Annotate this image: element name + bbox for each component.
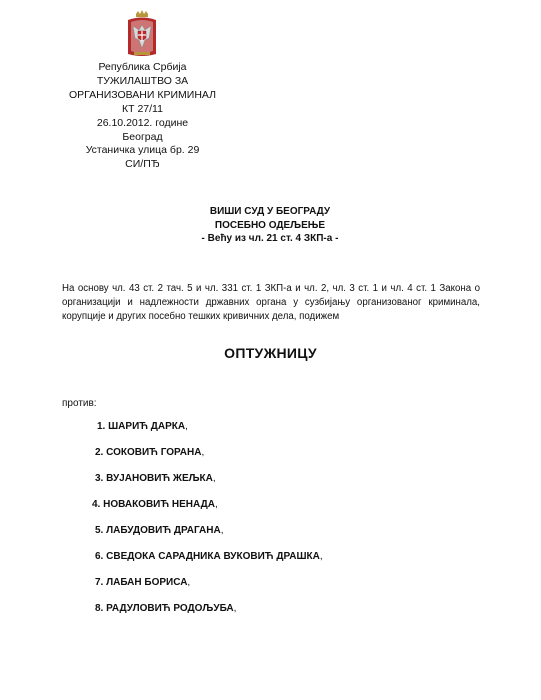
item-number: 2. [95,447,104,458]
intro-paragraph: На основу чл. 43 ст. 2 тач. 5 и чл. 331 ст. 1 ЗКП-а и чл. 2, чл. 3 ст. 1 и чл. 4 ст. 1 Закона о организацији и надлежности државних органа у сузбијању организованог криминала, корупције и других посебно тешких кривичних дела, подижем [62,283,480,322]
list-item [95,577,190,588]
defendant-name: СОКОВИЋ ГОРАНА [106,447,202,458]
item-number: 6. [95,551,104,562]
header-line: ОРГАНИЗОВАНИ КРИМИНАЛ [68,88,217,101]
item-number: 3. [95,473,104,484]
comma: , [220,525,224,536]
item-number: 5. [95,525,104,536]
comma: , [201,447,205,458]
against-label: против: [62,398,97,409]
defendant-name: ЛАБАН БОРИСА [106,577,188,588]
header-line: Београд [122,130,163,143]
comma: , [319,551,323,562]
defendant-name: ШАРИЋ ДАРКА [108,421,186,432]
court-line: ВИШИ СУД У БЕОГРАДУ [209,206,331,217]
defendant-name: ЛАБУДОВИЋ ДРАГАНА [106,525,221,536]
defendant-name: РАДУЛОВИЋ РОДОЉУБА [106,603,234,614]
document-title: ОПТУЖНИЦУ [224,345,317,361]
defendant-name: НОВАКОВИЋ НЕНАДА [103,499,215,510]
list-item [95,603,236,614]
header-line: СИ/ПЂ [125,158,160,171]
header-line: ТУЖИЛАШТВО ЗА [96,74,189,87]
list-item [95,473,216,484]
header-line: КТ 27/11 [122,102,163,115]
header-line: Република Србија [98,61,187,73]
court-line: ПОСЕБНО ОДЕЉЕЊЕ [214,219,326,231]
comma: , [185,421,188,432]
item-number: 1. [97,421,106,432]
defendant-name: СВЕДОКА САРАДНИКА ВУКОВИЋ ДРАШКА [106,551,320,562]
court-line: - Већу из чл. 21 ст. 4 ЗКП-а - [201,233,339,244]
list-item [95,447,204,458]
comma: , [187,577,191,588]
comma: , [212,473,216,484]
comma: , [214,499,218,510]
list-item [97,421,188,432]
item-number: 8. [95,603,104,614]
list-item [95,551,323,562]
list-item [92,499,218,510]
item-number: 7. [95,577,104,588]
header-line: Устаничка улица бр. 29 [85,144,200,157]
comma: , [233,603,237,614]
item-number: 4. [92,499,101,510]
list-item [95,525,223,536]
defendant-name: ВУЈАНОВИЋ ЖЕЉКА [106,473,213,484]
header-line: 26.10.2012. године [96,116,189,129]
